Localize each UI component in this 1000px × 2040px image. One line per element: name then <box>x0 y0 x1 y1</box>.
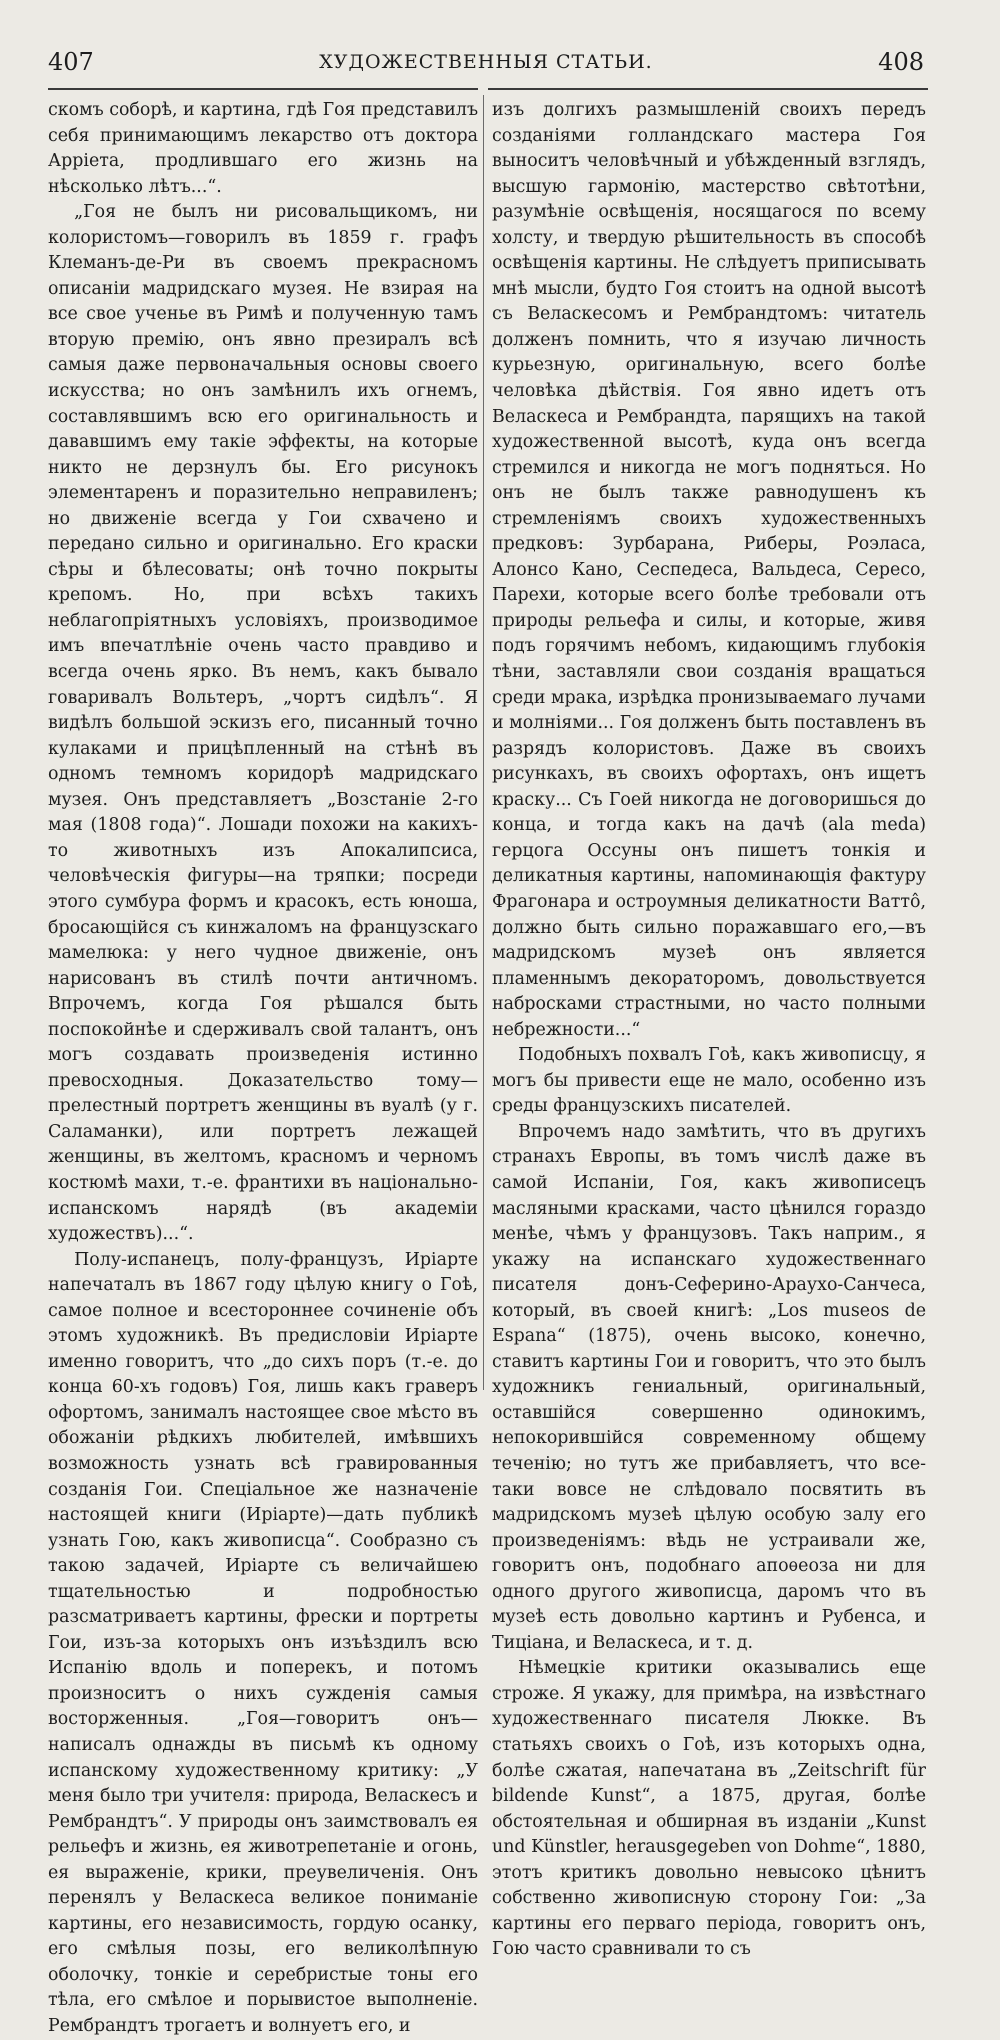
header-rule-left <box>48 88 478 90</box>
paragraph: Подобныхъ похвалъ Гоѣ, какъ живописцу, я могъ бы привести еще не мало, особенно изъ среды французскихъ писателей. <box>492 1045 926 1117</box>
paragraph: Полу-испанецъ, полу-французъ, Ирiарте напечаталъ въ 1867 году цѣлую книгу о Гоѣ, самое полное и всестороннее сочиненiе объ этомъ художникѣ. Въ предисловiи Ирiарте именно говоритъ, что „до сихъ поръ (т.-е. до конца 60-хъ годовъ) Гоя, лишь какъ граверъ офортомъ, занималъ настоящее свое мѣсто въ обожанiи рѣдкихъ любителей, имѣвшихъ возможность узнать всѣ гравированныя созданiя Гои. Спецiальное же назначенiе настоящей книги (Ирiарте)—дать публикѣ узнать Гою, какъ живописца“. Сообразно съ такою задачей, Ирiарте съ величайшею тщательностью и подробностью разсматриваетъ картины, фрески и портреты Гои, изъ-за которыхъ онъ изъѣздилъ всю Испанiю вдоль и поперекъ, и потомъ произноситъ о нихъ сужденiя самыя восторженныя. „Гоя—говоритъ онъ—написалъ однажды въ письмѣ къ одному испанскому художественному критику: „У меня было три учителя: природа, Веласкесъ и Рембрандтъ“. У природы онъ заимствовалъ ея рельефъ и жизнь, ея животрепетанiе и огонь, ея выраженiе, крики, преувеличенiя. Онъ перенялъ у Веласкеса великое пониманiе картины, его независимость, гордую осанку, его смѣлыя позы, его великолѣпную оболочку, тонкiе и серебристые тоны его тѣла, его смѣлое и порывистое выполненiе. Рембрандтъ трогаетъ и волнуетъ его, и <box>48 1249 478 2037</box>
left-page-number: 407 <box>48 48 94 76</box>
paragraph: „Гоя не былъ ни рисовальщикомъ, ни колористомъ—говорилъ въ 1859 г. графъ Клеманъ-де-Ри въ своемъ прекрасномъ описанiи мадридскаго музея. Не взирая на все свое ученье въ Римѣ и полученную тамъ вторую премiю, онъ явно презиралъ всѣ самыя даже первоначальныя основы своего искусства; но онъ замѣнилъ ихъ огнемъ, составлявшимъ всю его оригинальность и дававшимъ ему такiе эффекты, на которые никто не дерзнулъ бы. Его рисунокъ элементаренъ и поразительно неправиленъ; но движенiе всегда у Гои схвачено и передано сильно и оригинально. Его краски сѣры и бѣлесоваты; онѣ точно покрыты крепомъ. Но, при всѣхъ такихъ неблагопрiятныхъ условiяхъ, производимое имъ впечатлѣнiе очень часто правдиво и всегда очень ярко. Въ немъ, какъ бывало говаривалъ Вольтеръ, „чортъ сидѣлъ“. Я видѣлъ большой эскизъ его, писанный точно кулаками и прицѣпленный на стѣнѣ въ одномъ темномъ коридорѣ мадридскаго музея. Онъ представляетъ „Возстанiе 2-го мая (1808 года)“. Лошади похожи на какихъ-то животныхъ изъ Апокалипсиса, человѣческiя фигуры—на тряпки; посреди этого сумбура формъ и красокъ, есть юноша, бросающiйся съ кинжаломъ на французскаго мамелюка: у него чудное движенiе, онъ нарисованъ въ стилѣ почти античномъ. Впрочемъ, когда Гоя рѣшался быть поспокойнѣе и сдерживалъ свой талантъ, онъ могъ создавать произведенiя истинно превосходныя. Доказательство тому—прелестный портретъ женщины въ вуалѣ (у г. Саламанки), или портретъ лежащей женщины, въ желтомъ, красномъ и черномъ костюмѣ махи, т.-е. франтихи въ нацiонально-испанскомъ нарядѣ (въ академiи художествъ)...“. <box>48 202 478 1245</box>
paragraph: Впрочемъ надо замѣтить, что въ другихъ странахъ Европы, въ томъ числѣ даже въ самой Испанiи, Гоя, какъ живописецъ масляными красками, часто цѣнился гораздо менѣе, чѣмъ у французовъ. Такъ наприм., я укажу на испанскаго художественнаго писателя донъ-Сеферино-Араухо-Санчеса, который, въ своей книгѣ: „Los museos de Espana“ (1875), очень высоко, конечно, ставитъ картины Гои и говоритъ, что это былъ художникъ гениальный, оригинальный, оставшiйся совершенно одинокимъ, непокорившiйся современному общему теченiю; но тутъ же прибавляетъ, что все-таки вовсе не слѣдовало посвятить въ мадридскомъ музеѣ цѣлую особую залу его произведенiямъ: вѣдь не устраивали же, говоритъ онъ, подобнаго апоѳеоза ни для одного другого живописца, даромъ что въ музеѣ есть довольно картинъ и Рубенса, и Тицiана, и Веласкеса, и т. д. <box>492 1121 926 1653</box>
paragraph: изъ долгихъ размышленiй своихъ передъ созданiями голландскаго мастера Гоя выноситъ человѣчный и убѣжденный взглядъ, высшую гармонiю, мастерство свѣтотѣни, разумѣнiе освѣщенiя, носящагося по всему холсту, и твердую рѣшительность въ способѣ освѣщенiя картины. Не слѣдуетъ приписывать мнѣ мысли, будто Гоя стоитъ на одной высотѣ съ Веласкесомъ и Рембрандтомъ: читатель долженъ помнить, что я изучаю личность курьезную, оригинальную, всего болѣе человѣка дѣйствiя. Гоя явно идетъ отъ Веласкеса и Рембрандта, парящихъ на такой художественной высотѣ, куда онъ всегда стремился и никогда не могъ подняться. Но онъ не былъ также равнодушенъ къ стремленiямъ своихъ художественныхъ предковъ: Зурбарана, Риберы, Роэласа, Алонсо Кано, Сеспедеса, Вальдеса, Сересо, Парехи, которые всего болѣе требовали отъ природы рельефа и силы, и которые, живя подъ горячимъ небомъ, кидающимъ глубокiя тѣни, заставляли свои созданiя вращаться среди мрака, изрѣдка пронизываемаго лучами и молнiями... Гоя долженъ быть поставленъ въ разрядъ колористовъ. Даже въ своихъ рисункахъ, въ своихъ офортахъ, онъ ищетъ краску... Съ Гоей никогда не договоришься до конца, и тогда какъ на дачѣ (ala meda) герцога Оссуны онъ пишетъ тонкiя и деликатныя картины, напоминающiя фактуру Фрагонара и остроумныя деликатности Ваттô, должно быть сильно поражавшаго его,—въ мадридскомъ музеѣ онъ является пламеннымъ декораторомъ, довольствуется набросками страстными, но часто полными небрежности...“ <box>492 100 926 1040</box>
paragraph: Нѣмецкiе критики оказывались еще строже. Я укажу, для примѣра, на извѣстнаго художественнаго писателя Люкке. Въ статьяхъ своихъ о Гоѣ, изъ которыхъ одна, болѣе сжатая, напечатана въ „Zeitschrift für bildende Kunst“, а 1875, другая, болѣе обстоятельная и обширная въ изданiи „Kunst und Künstler, herausgegeben von Dohme“, 1880, этотъ критикъ довольно невысоко цѣнитъ собственно живописную сторону Гои: „За картины его перваго перiода, говоритъ онъ, Гою часто сравнивали то съ <box>492 1658 926 1960</box>
left-column <box>48 98 478 2040</box>
running-title: ХУДОЖЕСТВЕННЫЯ СТАТЬИ. <box>319 51 653 73</box>
right-page-number: 408 <box>878 48 924 76</box>
column-divider <box>483 95 484 1390</box>
running-header <box>48 42 924 82</box>
paragraph: скомъ соборѣ, и картина, гдѣ Гоя представилъ себя принимающимъ лекарство отъ доктора Аррiета, продлившаго его жизнь на нѣсколько лѣтъ...“. <box>48 100 479 197</box>
right-column <box>492 98 926 1963</box>
header-rule-right <box>488 88 928 90</box>
